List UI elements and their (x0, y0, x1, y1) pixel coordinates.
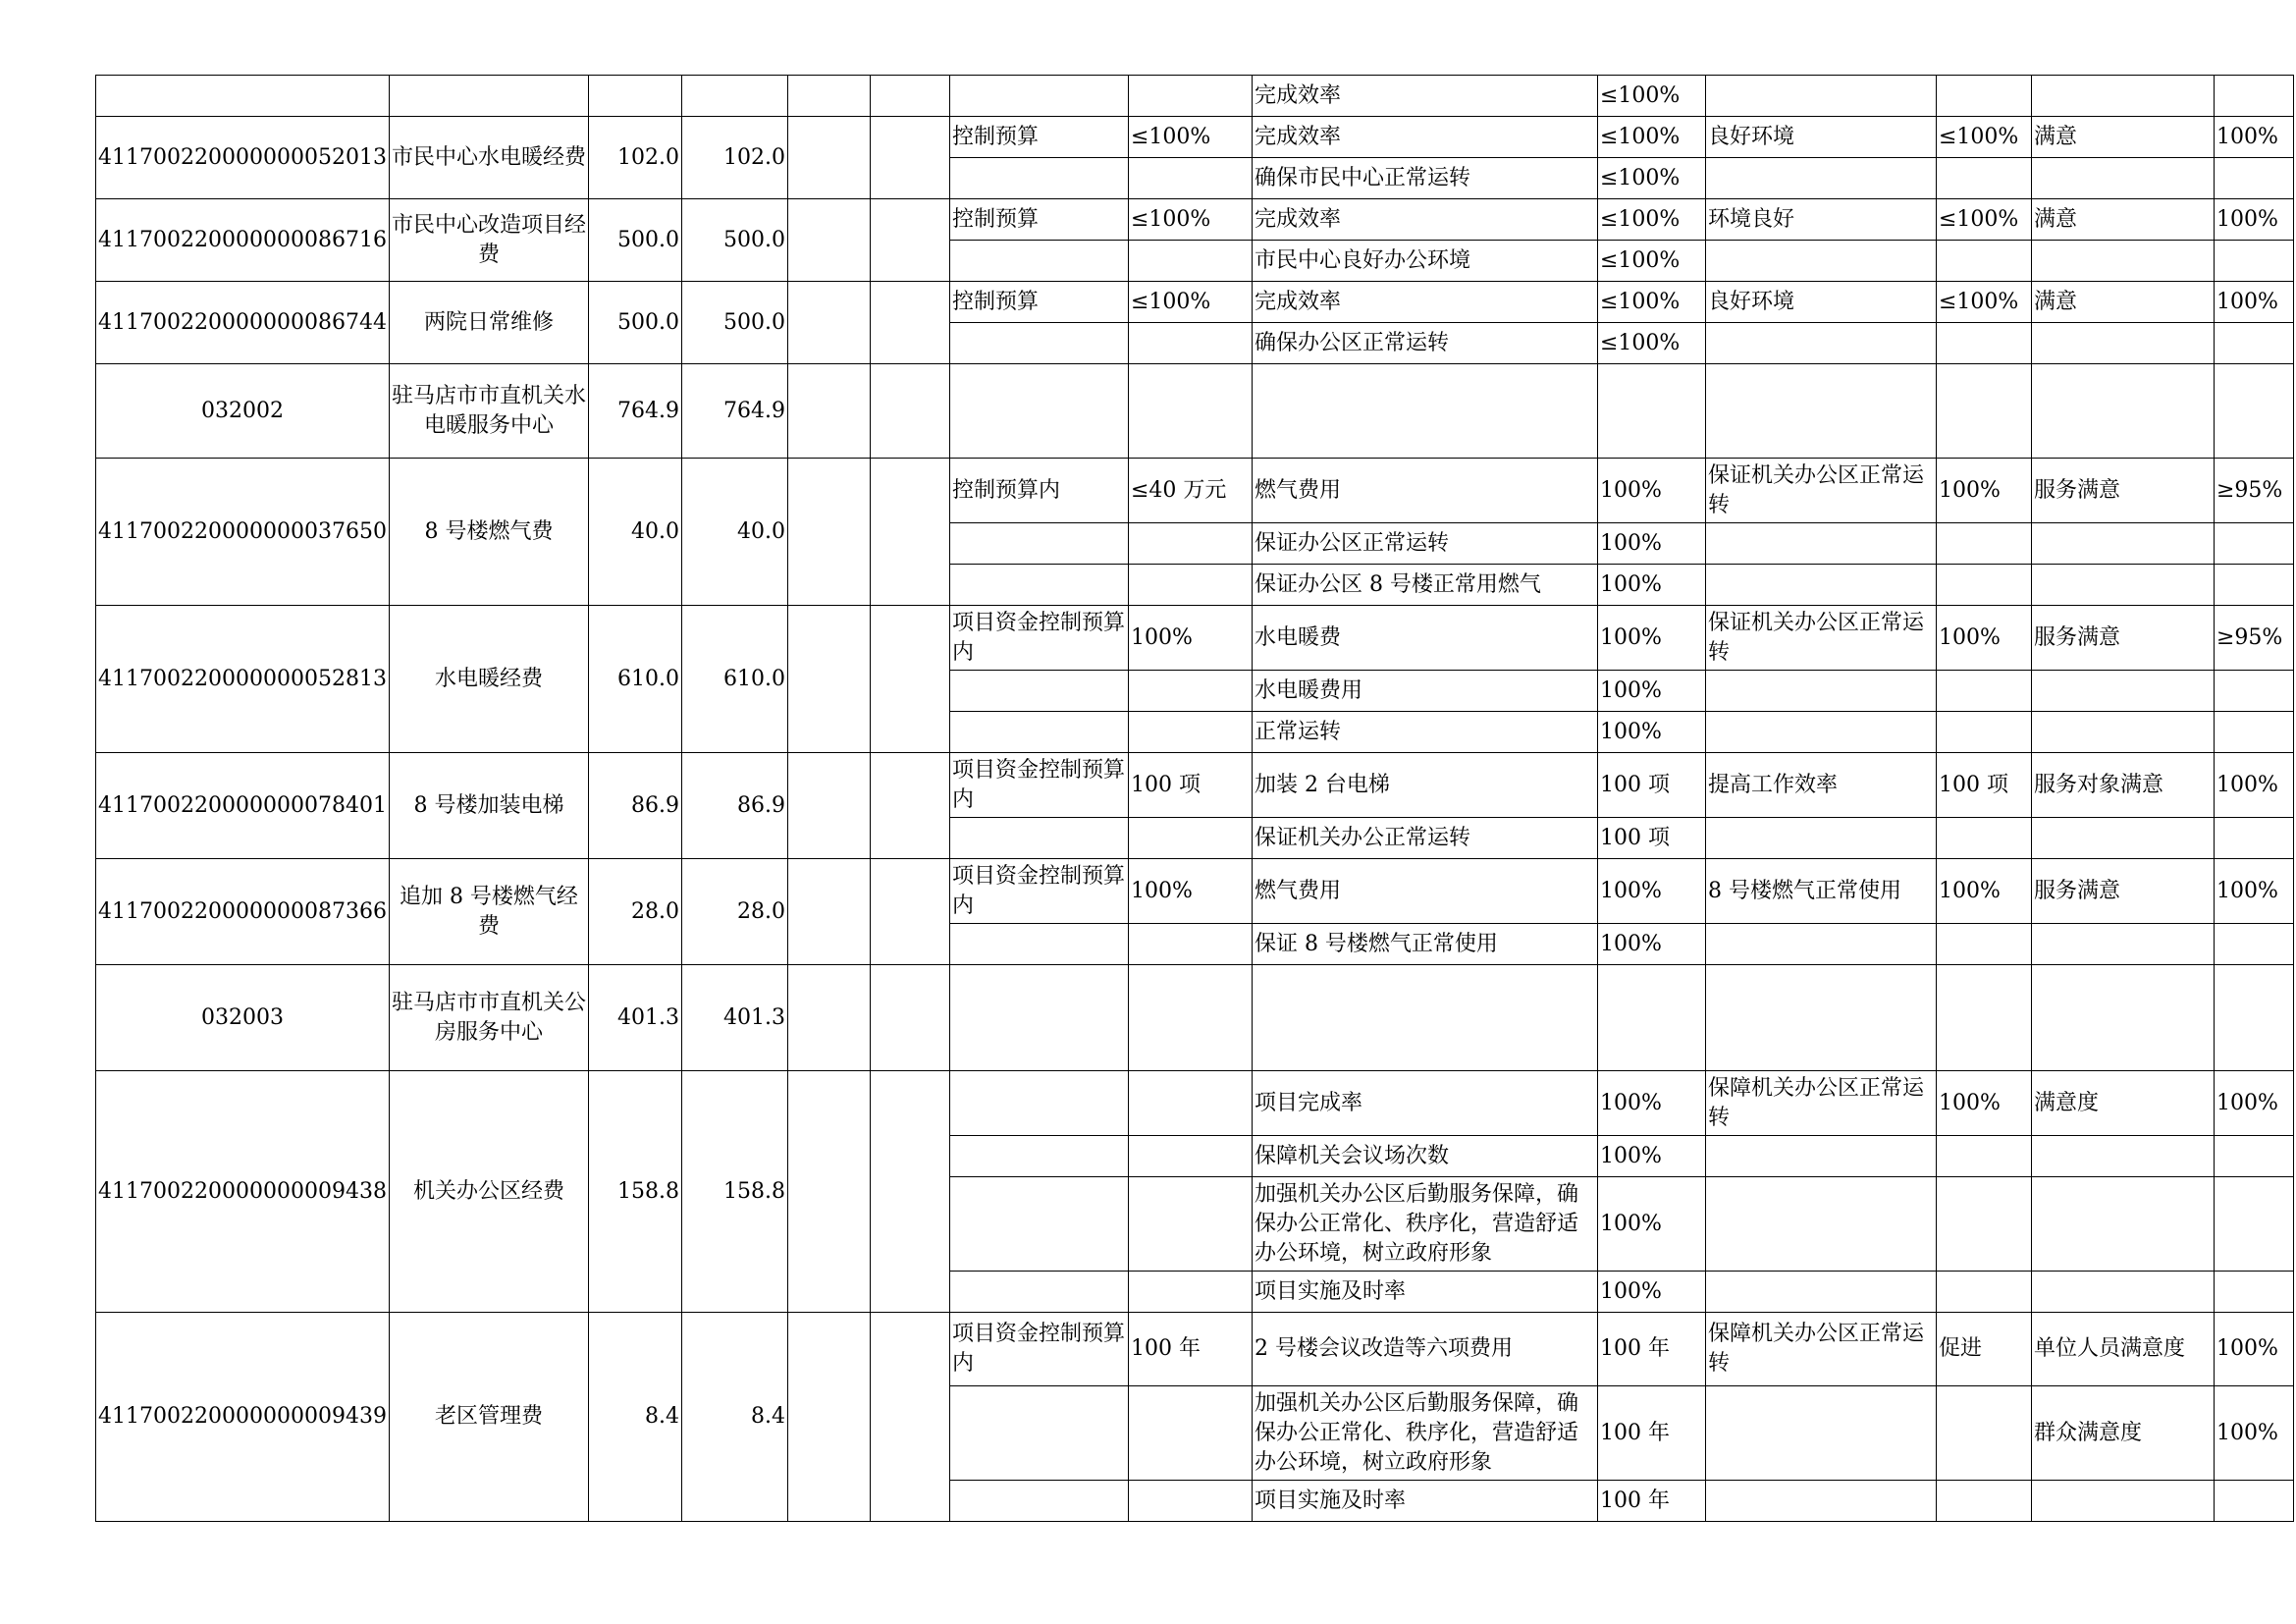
indicator-name-cell: 满意 (2031, 282, 2214, 323)
indicator-name-cell (2031, 671, 2214, 712)
indicator-value-cell: 100% (1597, 523, 1705, 565)
indicator-value-cell (1128, 671, 1252, 712)
table-body (96, 76, 2294, 1522)
indicator-name-cell (1705, 965, 1936, 1071)
indicator-value-cell: ≤100% (1597, 241, 1705, 282)
project-name-cell: 驻马店市市直机关公房服务中心 (389, 965, 588, 1071)
indicator-value-cell: 100% (2214, 199, 2293, 241)
indicator-name-cell: 满意度 (2031, 1071, 2214, 1136)
table-row (96, 1313, 2294, 1386)
indicator-value-cell: 100% (1597, 606, 1705, 671)
indicator-name-cell: 满意 (2031, 117, 2214, 158)
indicator-value-cell (1128, 1136, 1252, 1177)
indicator-value-cell (1597, 965, 1705, 1071)
table-row (96, 364, 2294, 459)
indicator-name-cell (2031, 1272, 2214, 1313)
indicator-name-cell: 完成效率 (1252, 199, 1597, 241)
amount-cell: 610.0 (681, 606, 787, 753)
blank-cell (787, 459, 870, 606)
indicator-name-cell (2031, 323, 2214, 364)
indicator-name-cell: 控制预算 (949, 117, 1128, 158)
indicator-value-cell (2214, 1481, 2293, 1522)
indicator-name-cell: 保证机关办公区正常运转 (1705, 459, 1936, 523)
indicator-name-cell (949, 1177, 1128, 1272)
indicator-value-cell: 100% (2214, 1386, 2293, 1481)
indicator-name-cell (2031, 818, 2214, 859)
indicator-value-cell: 100% (2214, 117, 2293, 158)
indicator-name-cell (1705, 523, 1936, 565)
indicator-name-cell: 项目资金控制预算内 (949, 859, 1128, 924)
indicator-value-cell (1936, 1272, 2031, 1313)
indicator-value-cell: ≤100% (1936, 282, 2031, 323)
indicator-value-cell: 100% (1936, 1071, 2031, 1136)
indicator-name-cell (1705, 364, 1936, 459)
amount-cell: 500.0 (681, 282, 787, 364)
indicator-name-cell: 燃气费用 (1252, 859, 1597, 924)
indicator-name-cell (1705, 818, 1936, 859)
indicator-value-cell: 100% (1936, 859, 2031, 924)
indicator-name-cell: 满意 (2031, 199, 2214, 241)
blank-cell (787, 364, 870, 459)
indicator-name-cell (1705, 712, 1936, 753)
amount-cell: 500.0 (588, 282, 681, 364)
indicator-name-cell (2031, 241, 2214, 282)
indicator-value-cell (1128, 1177, 1252, 1272)
indicator-value-cell: ≤100% (1597, 117, 1705, 158)
indicator-value-cell: ≤100% (1128, 282, 1252, 323)
indicator-name-cell (2031, 76, 2214, 117)
indicator-name-cell: 正常运转 (1252, 712, 1597, 753)
project-name-cell: 机关办公区经费 (389, 1071, 588, 1313)
indicator-name-cell: 环境良好 (1705, 199, 1936, 241)
indicator-name-cell: 确保办公区正常运转 (1252, 323, 1597, 364)
table-row (96, 1071, 2294, 1136)
indicator-name-cell (949, 1272, 1128, 1313)
indicator-value-cell (2214, 712, 2293, 753)
indicator-value-cell: 100% (1597, 1136, 1705, 1177)
amount-cell: 28.0 (588, 859, 681, 965)
table-row (96, 282, 2294, 323)
blank-cell (870, 965, 949, 1071)
indicator-value-cell: ≤100% (1128, 199, 1252, 241)
indicator-name-cell: 水电暖费用 (1252, 671, 1597, 712)
table-row (96, 199, 2294, 241)
project-code-cell: 411700220000000009438 (96, 1071, 390, 1313)
indicator-name-cell: 保证机关办公区正常运转 (1705, 606, 1936, 671)
indicator-value-cell: ≤100% (1597, 323, 1705, 364)
project-name-cell: 追加 8 号楼燃气经费 (389, 859, 588, 965)
indicator-name-cell (949, 818, 1128, 859)
project-code-cell (96, 76, 390, 117)
indicator-name-cell: 完成效率 (1252, 282, 1597, 323)
indicator-value-cell (2214, 1136, 2293, 1177)
project-name-cell: 8 号楼加装电梯 (389, 753, 588, 859)
indicator-value-cell: 100 项 (1597, 753, 1705, 818)
indicator-name-cell (949, 712, 1128, 753)
blank-cell (787, 753, 870, 859)
indicator-name-cell (949, 523, 1128, 565)
indicator-value-cell: ≤100% (1936, 117, 2031, 158)
indicator-name-cell: 加装 2 台电梯 (1252, 753, 1597, 818)
indicator-value-cell (1597, 364, 1705, 459)
indicator-name-cell: 服务满意 (2031, 459, 2214, 523)
indicator-name-cell (1705, 158, 1936, 199)
indicator-value-cell: 100 项 (1128, 753, 1252, 818)
indicator-name-cell (949, 565, 1128, 606)
indicator-name-cell: 项目资金控制预算内 (949, 606, 1128, 671)
indicator-value-cell (1128, 158, 1252, 199)
performance-table (95, 75, 2294, 1522)
blank-cell (870, 1313, 949, 1522)
indicator-value-cell (1128, 1071, 1252, 1136)
blank-cell (787, 859, 870, 965)
project-name-cell: 8 号楼燃气费 (389, 459, 588, 606)
indicator-value-cell: ≤100% (1128, 117, 1252, 158)
indicator-name-cell: 良好环境 (1705, 117, 1936, 158)
indicator-value-cell: ≤100% (1597, 76, 1705, 117)
project-name-cell (389, 76, 588, 117)
indicator-name-cell (1705, 323, 1936, 364)
table-row (96, 753, 2294, 818)
indicator-value-cell (1936, 523, 2031, 565)
indicator-value-cell: 100% (1936, 606, 2031, 671)
indicator-value-cell: ≤40 万元 (1128, 459, 1252, 523)
indicator-value-cell: 促进 (1936, 1313, 2031, 1386)
blank-cell (787, 282, 870, 364)
indicator-value-cell: 100% (1597, 565, 1705, 606)
indicator-value-cell (1936, 158, 2031, 199)
indicator-value-cell: ≤100% (1936, 199, 2031, 241)
amount-cell: 764.9 (588, 364, 681, 459)
indicator-value-cell: ≤100% (1597, 199, 1705, 241)
indicator-name-cell: 控制预算内 (949, 459, 1128, 523)
indicator-value-cell: 100 项 (1936, 753, 2031, 818)
indicator-value-cell: 100% (2214, 753, 2293, 818)
blank-cell (787, 76, 870, 117)
project-code-cell: 411700220000000009439 (96, 1313, 390, 1522)
indicator-value-cell (2214, 76, 2293, 117)
indicator-value-cell (1128, 241, 1252, 282)
indicator-value-cell (1128, 565, 1252, 606)
indicator-name-cell: 项目实施及时率 (1252, 1272, 1597, 1313)
indicator-value-cell (1936, 76, 2031, 117)
indicator-name-cell: 服务满意 (2031, 606, 2214, 671)
amount-cell: 500.0 (588, 199, 681, 282)
amount-cell: 401.3 (681, 965, 787, 1071)
indicator-value-cell (1128, 1272, 1252, 1313)
indicator-value-cell (2214, 818, 2293, 859)
indicator-value-cell (1128, 818, 1252, 859)
indicator-name-cell (1705, 1136, 1936, 1177)
indicator-value-cell: ≥95% (2214, 606, 2293, 671)
indicator-name-cell (949, 924, 1128, 965)
indicator-name-cell (2031, 364, 2214, 459)
indicator-name-cell: 服务对象满意 (2031, 753, 2214, 818)
amount-cell: 86.9 (681, 753, 787, 859)
indicator-name-cell (1705, 241, 1936, 282)
amount-cell: 764.9 (681, 364, 787, 459)
indicator-value-cell (1128, 1481, 1252, 1522)
indicator-value-cell (2214, 323, 2293, 364)
table-row (96, 606, 2294, 671)
indicator-value-cell: 100% (1597, 712, 1705, 753)
indicator-name-cell: 保障机关办公区正常运转 (1705, 1313, 1936, 1386)
indicator-name-cell: 项目完成率 (1252, 1071, 1597, 1136)
blank-cell (787, 1313, 870, 1522)
indicator-name-cell (2031, 965, 2214, 1071)
amount-cell: 102.0 (681, 117, 787, 199)
indicator-value-cell (1128, 1386, 1252, 1481)
project-code-cell: 032003 (96, 965, 390, 1071)
indicator-value-cell (1936, 671, 2031, 712)
indicator-name-cell: 8 号楼燃气正常使用 (1705, 859, 1936, 924)
indicator-name-cell: 完成效率 (1252, 76, 1597, 117)
indicator-value-cell (1936, 565, 2031, 606)
indicator-name-cell: 燃气费用 (1252, 459, 1597, 523)
indicator-value-cell (1128, 924, 1252, 965)
indicator-value-cell (1936, 323, 2031, 364)
table-row (96, 965, 2294, 1071)
indicator-name-cell: 项目实施及时率 (1252, 1481, 1597, 1522)
indicator-value-cell (1128, 523, 1252, 565)
project-code-cell: 411700220000000052813 (96, 606, 390, 753)
amount-cell: 40.0 (588, 459, 681, 606)
indicator-name-cell (949, 364, 1128, 459)
blank-cell (870, 117, 949, 199)
blank-cell (870, 282, 949, 364)
amount-cell: 86.9 (588, 753, 681, 859)
indicator-name-cell (2031, 158, 2214, 199)
indicator-name-cell (1705, 565, 1936, 606)
blank-cell (870, 753, 949, 859)
indicator-name-cell: 项目资金控制预算内 (949, 1313, 1128, 1386)
indicator-value-cell: 100% (1936, 459, 2031, 523)
indicator-name-cell (1705, 1386, 1936, 1481)
indicator-value-cell (1936, 1386, 2031, 1481)
project-name-cell: 水电暖经费 (389, 606, 588, 753)
indicator-name-cell (1252, 364, 1597, 459)
indicator-value-cell: 100 年 (1597, 1481, 1705, 1522)
indicator-value-cell (1128, 76, 1252, 117)
blank-cell (787, 117, 870, 199)
indicator-name-cell (949, 1386, 1128, 1481)
indicator-value-cell (1936, 1136, 2031, 1177)
project-code-cell: 411700220000000078401 (96, 753, 390, 859)
indicator-name-cell (2031, 1481, 2214, 1522)
indicator-name-cell (1705, 1481, 1936, 1522)
indicator-value-cell (2214, 241, 2293, 282)
amount-cell: 40.0 (681, 459, 787, 606)
indicator-name-cell: 项目资金控制预算内 (949, 753, 1128, 818)
indicator-value-cell (2214, 1272, 2293, 1313)
indicator-name-cell (949, 241, 1128, 282)
indicator-name-cell (949, 1136, 1128, 1177)
indicator-value-cell (2214, 523, 2293, 565)
indicator-name-cell: 完成效率 (1252, 117, 1597, 158)
indicator-name-cell: 控制预算 (949, 199, 1128, 241)
amount-cell: 500.0 (681, 199, 787, 282)
indicator-value-cell: 100% (1597, 1272, 1705, 1313)
indicator-name-cell (949, 158, 1128, 199)
amount-cell (681, 76, 787, 117)
indicator-name-cell: 市民中心良好办公环境 (1252, 241, 1597, 282)
indicator-name-cell (1705, 1272, 1936, 1313)
blank-cell (870, 199, 949, 282)
project-code-cell: 411700220000000086716 (96, 199, 390, 282)
blank-cell (787, 965, 870, 1071)
project-name-cell: 市民中心改造项目经费 (389, 199, 588, 282)
indicator-value-cell (1936, 924, 2031, 965)
indicator-value-cell: 100 年 (1597, 1313, 1705, 1386)
indicator-value-cell (2214, 565, 2293, 606)
indicator-name-cell: 保障机关会议场次数 (1252, 1136, 1597, 1177)
indicator-value-cell: ≤100% (1597, 158, 1705, 199)
indicator-name-cell (1252, 965, 1597, 1071)
indicator-name-cell (949, 965, 1128, 1071)
amount-cell: 102.0 (588, 117, 681, 199)
indicator-name-cell: 保障机关办公区正常运转 (1705, 1071, 1936, 1136)
project-code-cell: 411700220000000052013 (96, 117, 390, 199)
indicator-name-cell: 控制预算 (949, 282, 1128, 323)
indicator-value-cell (2214, 924, 2293, 965)
indicator-name-cell (949, 1071, 1128, 1136)
indicator-name-cell (949, 323, 1128, 364)
indicator-value-cell: 100 项 (1597, 818, 1705, 859)
amount-cell: 158.8 (588, 1071, 681, 1313)
indicator-name-cell: 单位人员满意度 (2031, 1313, 2214, 1386)
blank-cell (870, 76, 949, 117)
indicator-name-cell (2031, 1136, 2214, 1177)
blank-cell (787, 1071, 870, 1313)
indicator-value-cell (1936, 818, 2031, 859)
indicator-name-cell: 确保市民中心正常运转 (1252, 158, 1597, 199)
amount-cell: 401.3 (588, 965, 681, 1071)
indicator-value-cell: 100% (1597, 924, 1705, 965)
indicator-value-cell (1936, 965, 2031, 1071)
indicator-name-cell (1705, 924, 1936, 965)
indicator-name-cell: 良好环境 (1705, 282, 1936, 323)
indicator-value-cell (1128, 323, 1252, 364)
indicator-value-cell: ≤100% (1597, 282, 1705, 323)
indicator-value-cell: 100% (2214, 1071, 2293, 1136)
project-code-cell: 411700220000000087366 (96, 859, 390, 965)
indicator-value-cell (1936, 1481, 2031, 1522)
indicator-value-cell: 100% (1597, 1071, 1705, 1136)
indicator-value-cell: ≥95% (2214, 459, 2293, 523)
table-row (96, 76, 2294, 117)
indicator-name-cell: 提高工作效率 (1705, 753, 1936, 818)
indicator-name-cell (949, 1481, 1128, 1522)
project-name-cell: 两院日常维修 (389, 282, 588, 364)
blank-cell (787, 199, 870, 282)
indicator-name-cell (949, 671, 1128, 712)
indicator-value-cell: 100% (1597, 1177, 1705, 1272)
amount-cell (588, 76, 681, 117)
amount-cell: 8.4 (681, 1313, 787, 1522)
indicator-name-cell: 保证办公区 8 号楼正常用燃气 (1252, 565, 1597, 606)
indicator-value-cell (1128, 965, 1252, 1071)
indicator-name-cell: 保证 8 号楼燃气正常使用 (1252, 924, 1597, 965)
blank-cell (870, 459, 949, 606)
indicator-name-cell (1705, 76, 1936, 117)
blank-cell (870, 1071, 949, 1313)
blank-cell (870, 606, 949, 753)
project-name-cell: 市民中心水电暖经费 (389, 117, 588, 199)
project-name-cell: 驻马店市市直机关水电暖服务中心 (389, 364, 588, 459)
blank-cell (870, 859, 949, 965)
blank-cell (787, 606, 870, 753)
indicator-value-cell: 100% (1597, 671, 1705, 712)
indicator-name-cell (1705, 1177, 1936, 1272)
amount-cell: 28.0 (681, 859, 787, 965)
indicator-name-cell (2031, 924, 2214, 965)
indicator-name-cell (2031, 1177, 2214, 1272)
table-row (96, 859, 2294, 924)
indicator-name-cell: 水电暖费 (1252, 606, 1597, 671)
indicator-name-cell (1705, 671, 1936, 712)
indicator-value-cell (2214, 364, 2293, 459)
project-code-cell: 411700220000000086744 (96, 282, 390, 364)
indicator-value-cell: 100% (2214, 859, 2293, 924)
amount-cell: 8.4 (588, 1313, 681, 1522)
indicator-value-cell: 100% (1128, 606, 1252, 671)
indicator-name-cell: 保证机关办公正常运转 (1252, 818, 1597, 859)
project-code-cell: 032002 (96, 364, 390, 459)
indicator-name-cell (2031, 712, 2214, 753)
indicator-name-cell: 加强机关办公区后勤服务保障，确保办公正常化、秩序化，营造舒适办公环境，树立政府形象 (1252, 1177, 1597, 1272)
amount-cell: 610.0 (588, 606, 681, 753)
indicator-value-cell (1128, 364, 1252, 459)
indicator-value-cell: 100% (1597, 459, 1705, 523)
indicator-name-cell: 2 号楼会议改造等六项费用 (1252, 1313, 1597, 1386)
indicator-name-cell: 保证办公区正常运转 (1252, 523, 1597, 565)
indicator-value-cell (1936, 241, 2031, 282)
indicator-value-cell (2214, 965, 2293, 1071)
blank-cell (870, 364, 949, 459)
indicator-value-cell (1936, 712, 2031, 753)
indicator-name-cell: 服务满意 (2031, 859, 2214, 924)
indicator-value-cell: 100 年 (1128, 1313, 1252, 1386)
indicator-name-cell (2031, 523, 2214, 565)
project-name-cell: 老区管理费 (389, 1313, 588, 1522)
table-row (96, 459, 2294, 523)
indicator-name-cell: 群众满意度 (2031, 1386, 2214, 1481)
indicator-value-cell: 100% (1128, 859, 1252, 924)
indicator-name-cell (2031, 565, 2214, 606)
indicator-name-cell: 加强机关办公区后勤服务保障，确保办公正常化、秩序化，营造舒适办公环境，树立政府形象 (1252, 1386, 1597, 1481)
indicator-name-cell (949, 76, 1128, 117)
indicator-value-cell (1936, 364, 2031, 459)
indicator-value-cell: 100 年 (1597, 1386, 1705, 1481)
indicator-value-cell: 100% (1597, 859, 1705, 924)
indicator-value-cell (2214, 158, 2293, 199)
indicator-value-cell (2214, 1177, 2293, 1272)
indicator-value-cell (2214, 671, 2293, 712)
table-row (96, 117, 2294, 158)
indicator-value-cell (1936, 1177, 2031, 1272)
indicator-value-cell (1128, 712, 1252, 753)
indicator-value-cell: 100% (2214, 282, 2293, 323)
amount-cell: 158.8 (681, 1071, 787, 1313)
indicator-value-cell: 100% (2214, 1313, 2293, 1386)
project-code-cell: 411700220000000037650 (96, 459, 390, 606)
